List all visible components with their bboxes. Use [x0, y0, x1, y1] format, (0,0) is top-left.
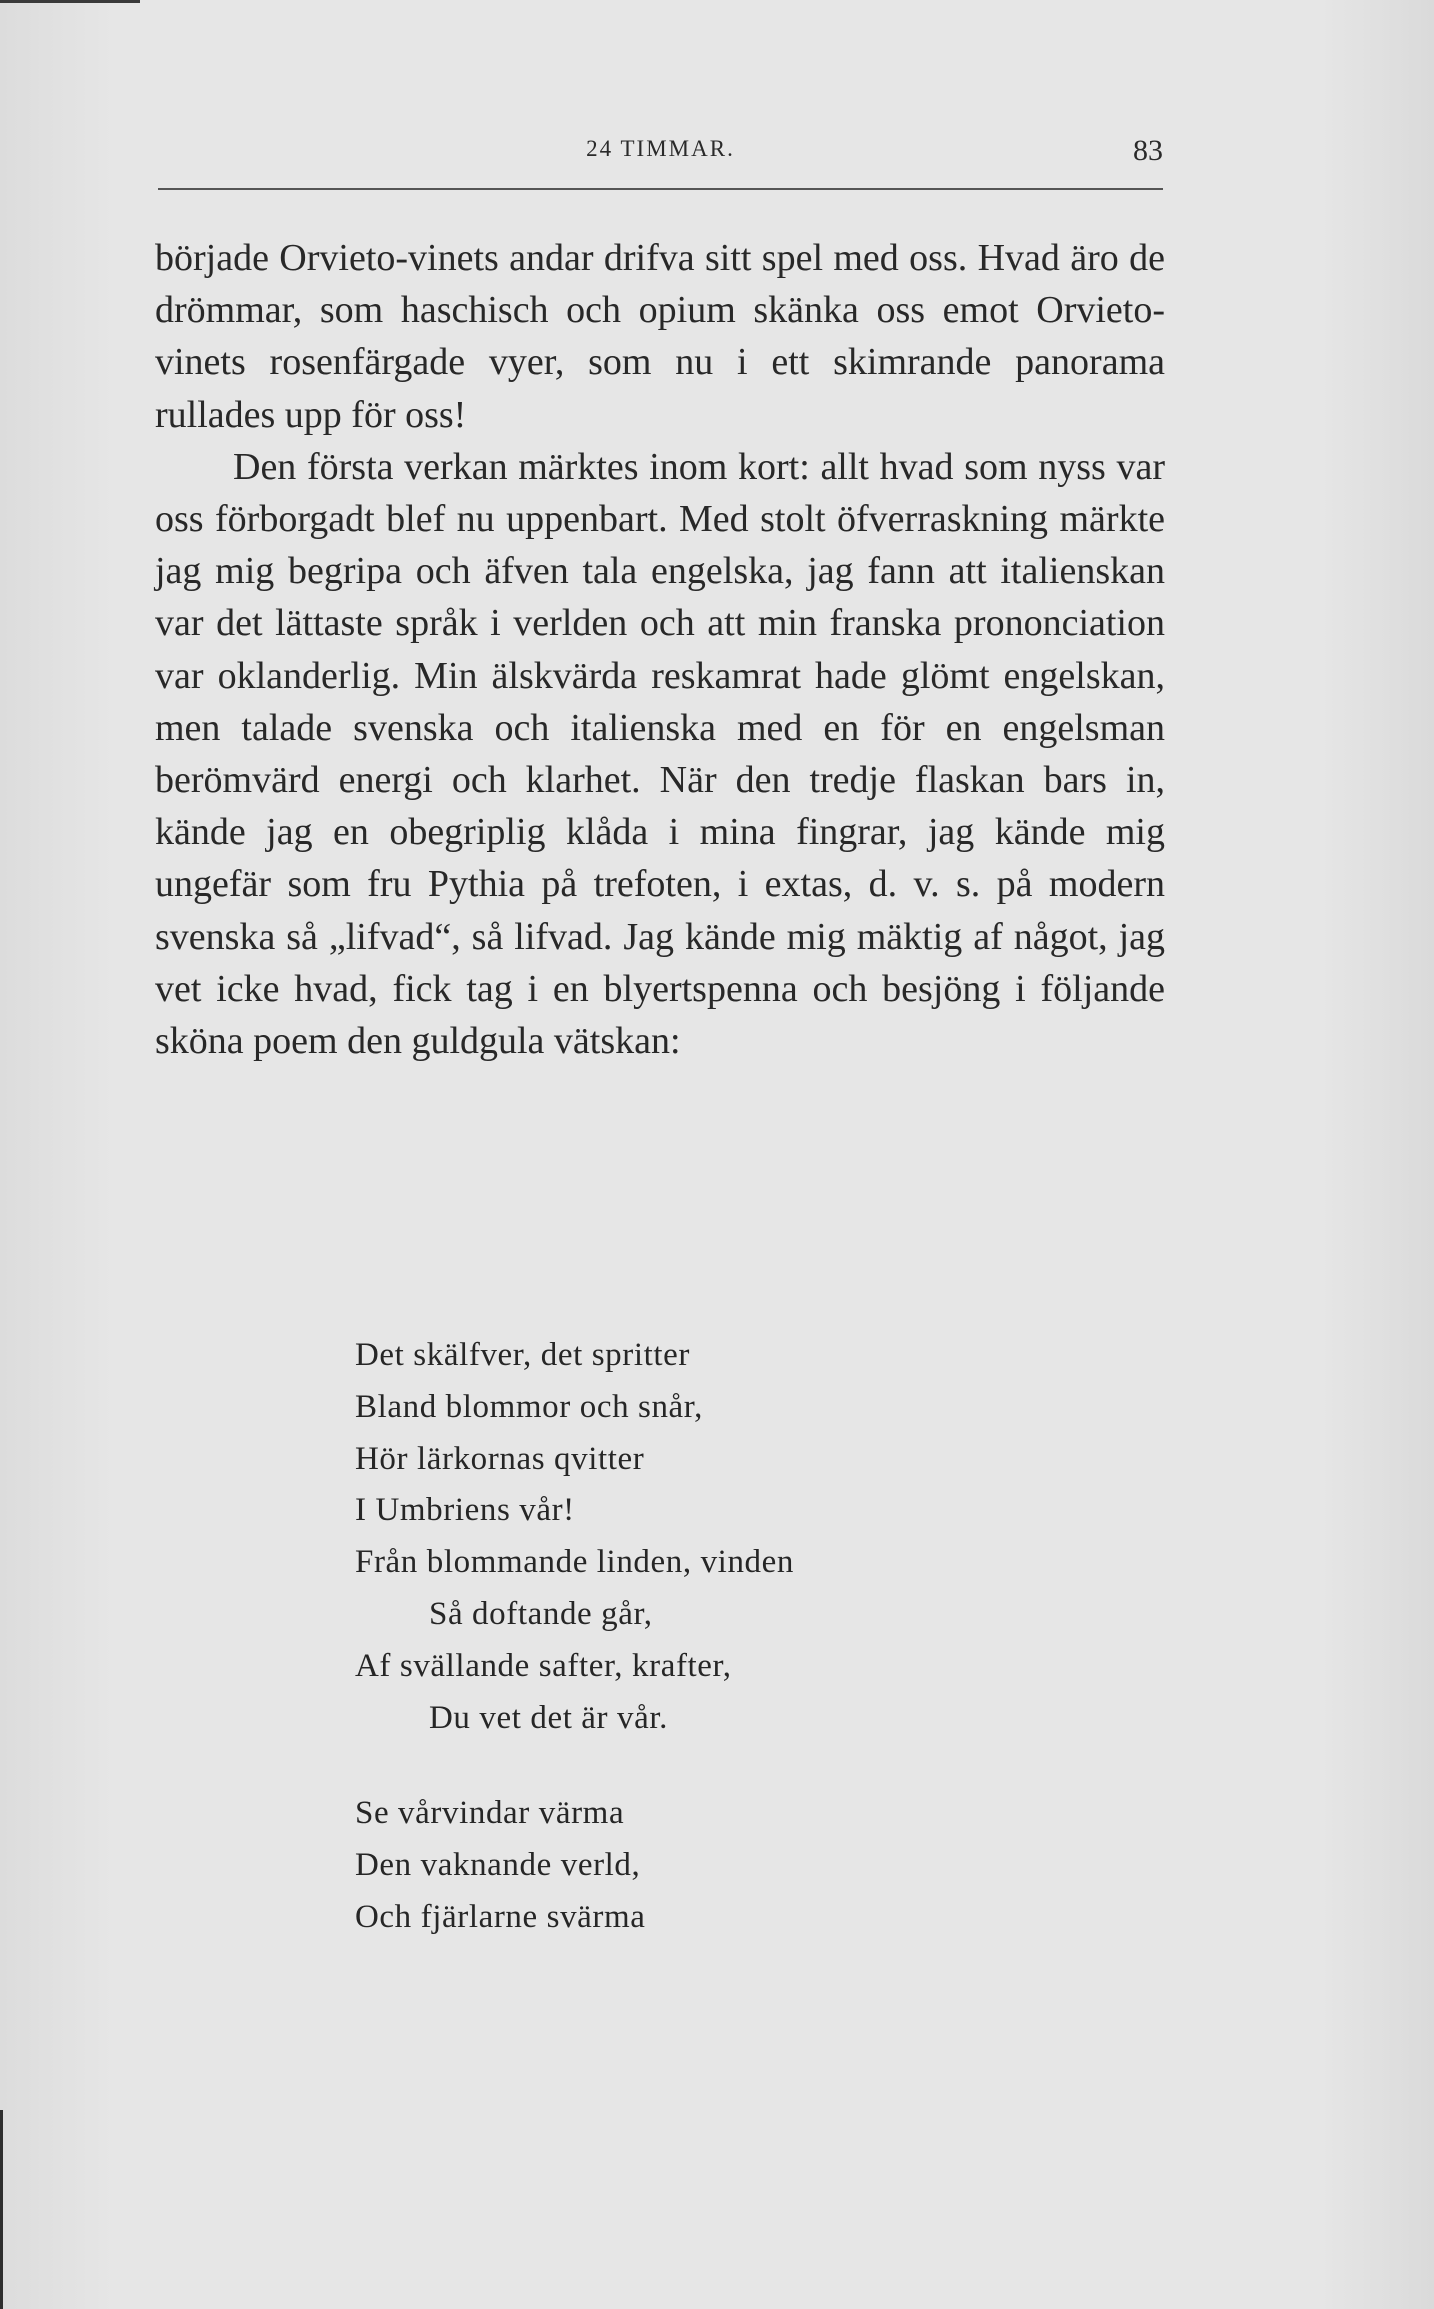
poem-stanza	[355, 1788, 794, 1943]
poem-line: Bland blommor och snår,	[355, 1388, 703, 1425]
poem-line: Det skälfver, det spritter	[355, 1337, 690, 1373]
scan-edge-top	[0, 0, 140, 3]
scan-edge-left	[0, 2110, 3, 2309]
poem-line: Den vaknande verld,	[355, 1847, 641, 1884]
poem-line: Se vårvindar värma	[355, 1795, 625, 1832]
running-head: 24 TIMMAR.	[586, 136, 735, 161]
header-rule	[158, 188, 1163, 190]
body-text	[155, 232, 1165, 1067]
paragraph: började Orvieto-vinets andar drifva sitt spel med oss. Hvad äro de drömmar, som haschisch och opium skänka oss emot Orvieto-vinets rosenfärgade vyer, som nu i ett skimrande panorama rullades upp för oss!	[155, 237, 1165, 436]
poem-line: Och fjärlarne svärma	[355, 1898, 646, 1935]
poem-line: Så doftande går,	[429, 1595, 653, 1632]
poem	[355, 1330, 794, 1944]
poem-stanza	[355, 1330, 794, 1744]
page-number: 83	[1133, 134, 1163, 167]
poem-line: Du vet det är vår.	[429, 1699, 668, 1736]
poem-line: Hör lärkornas qvitter	[355, 1440, 645, 1477]
poem-line: Från blommande linden, vinden	[355, 1544, 794, 1581]
poem-line: Af svällande safter, krafter,	[355, 1647, 732, 1684]
paragraph: Den första verkan märktes inom kort: allt hvad som nyss var oss förborgadt blef nu uppenbart. Med stolt öfverraskning märkte jag mig begripa och äfven tala engelska, jag fann att italienskan var det lättaste språk i verlden och att min franska prononciation var oklanderlig. Min älskvärda reskamrat hade glömt engelskan, men talade svenska och italienska med en för en engelsman berömvärd energi och klarhet. När den tredje flaskan bars in, kände jag en obegriplig klåda i mina fingrar, jag kände mig ungefär som fru Pythia på trefoten, i extas, d. v. s. på modern svenska så „lifvad“, så lifvad. Jag kände mig mäktig af något, jag vet icke hvad, fick tag i en blyertspenna och besjöng i följande sköna poem den guldgula vätskan:	[155, 445, 1165, 1063]
poem-line: I Umbriens vår!	[355, 1492, 575, 1529]
page-header	[158, 134, 1163, 184]
